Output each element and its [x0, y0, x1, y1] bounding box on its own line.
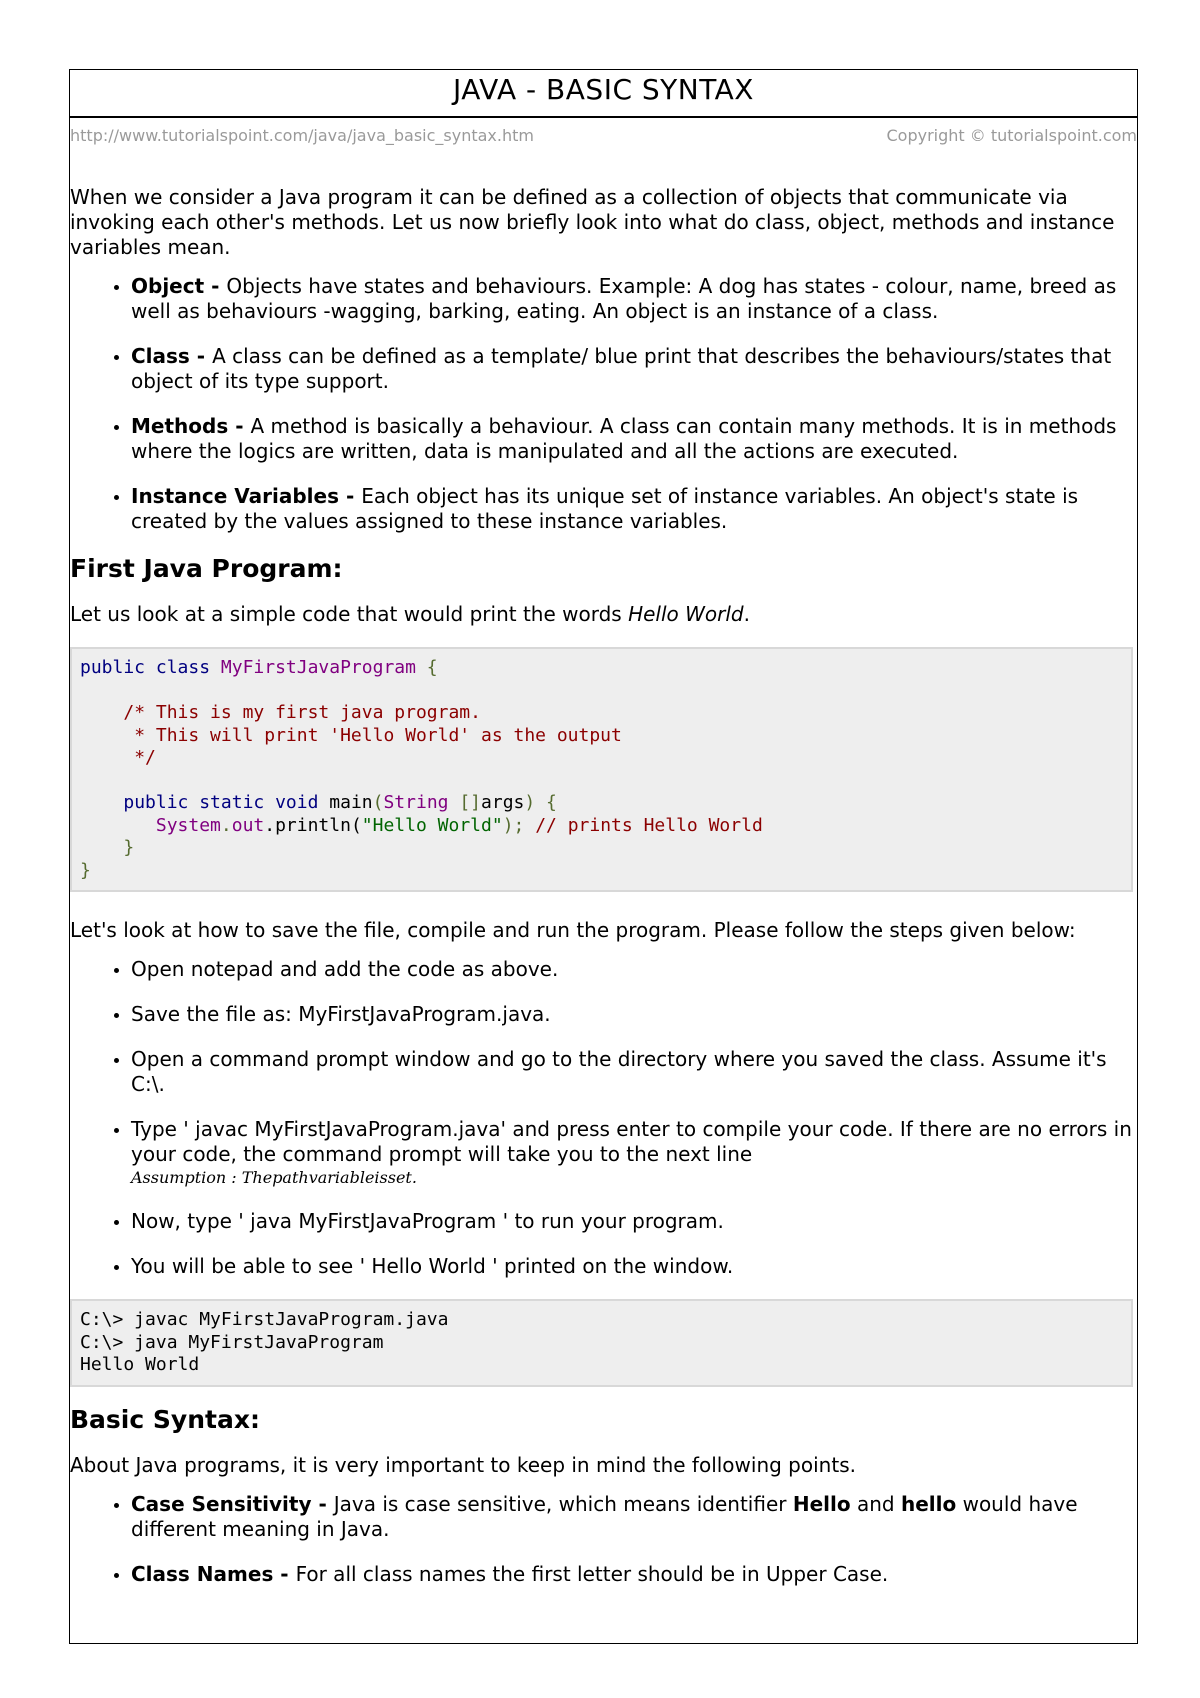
console-line: C:\> java MyFirstJavaProgram: [80, 1331, 384, 1353]
code-punct: ) {: [524, 792, 557, 813]
code-punct: {: [415, 657, 438, 678]
console-line: Hello World: [80, 1354, 200, 1375]
term-label: Class -: [131, 344, 213, 368]
code-comment: /* This is my first java program.: [123, 702, 481, 723]
list-item: • Save the file as: MyFirstJavaProgram.java.: [131, 1002, 1137, 1027]
copyright-notice: Copyright © tutorialspoint.com: [886, 126, 1137, 145]
code-keyword: public static void: [123, 792, 330, 813]
term-label: Case Sensitivity -: [131, 1491, 334, 1516]
list-item: [131, 1562, 1137, 1587]
console-output-block: [70, 1299, 1133, 1387]
code-call: .println(: [264, 814, 362, 836]
code-punct: }: [80, 859, 91, 881]
code-method: main: [329, 792, 373, 813]
term-text: Each object has its unique set of instance variables. An object's state is created by the values assigned to these instance variables.: [131, 484, 1079, 533]
page-title: JAVA - BASIC SYNTAX: [70, 70, 1137, 118]
list-item: [131, 344, 1137, 394]
list-item: • Now, type ' java MyFirstJavaProgram ' to run your program.: [131, 1209, 1137, 1234]
code-punct: .: [220, 814, 232, 836]
code-type: String: [383, 792, 449, 813]
assumption-note: Assumption : Thepathvariableisset.: [131, 1168, 417, 1187]
source-row: [70, 118, 1137, 148]
term-text: A method is basically a behaviour. A class can contain many methods. It is in methods where the logics are written, data is manipulated and all the actions are executed.: [131, 414, 1117, 463]
term-text: For all class names the first letter should be in Upper Case.: [295, 1561, 889, 1586]
list-item: [131, 1492, 1137, 1542]
step-text: Type ' javac MyFirstJavaProgram.java' and press enter to compile your code. If there are no errors in your code, the command prompt will take you to the next line: [131, 1117, 1132, 1166]
term-label: Class Names -: [131, 1561, 296, 1586]
term-bold: hello: [900, 1491, 957, 1516]
code-class-name: System: [155, 814, 221, 836]
list-item: [131, 484, 1137, 534]
list-item: [131, 414, 1137, 464]
term-text: Objects have states and behaviours. Example: A dog has states - colour, name, breed as well as behaviours -wagging, barking, eating. An object is an instance of a class.: [131, 274, 1117, 323]
term-text: would have different meaning in Java.: [131, 1491, 1078, 1541]
section-heading-basic-syntax: Basic Syntax:: [70, 1404, 260, 1434]
source-url[interactable]: http://www.tutorialspoint.com/java/java_basic_syntax.htm: [70, 126, 534, 145]
code-keyword: public class: [80, 657, 221, 678]
page-frame: [69, 69, 1138, 1644]
lead-text: Let us look at a simple code that would print the words: [70, 602, 629, 626]
list-item: • Open a command prompt window and go to the directory where you saved the class. Assume it's C:\.: [131, 1047, 1137, 1097]
code-punct: []: [448, 792, 482, 813]
code-comment: */: [123, 747, 156, 768]
term-text: and: [850, 1491, 901, 1516]
code-punct: (: [372, 792, 384, 813]
article-body: [70, 185, 1137, 1587]
code-block-java: [70, 647, 1133, 892]
code-class-name: MyFirstJavaProgram: [220, 657, 416, 678]
code-punct: );: [502, 814, 536, 836]
term-text: A class can be defined as a template/ blue print that describes the behaviours/states that object of its type support.: [131, 344, 1112, 393]
steps-list: [70, 957, 1137, 1279]
list-item: [131, 274, 1137, 324]
list-item: [131, 1117, 1137, 1189]
code-punct: }: [123, 837, 135, 858]
term-bold: Hello: [792, 1491, 851, 1516]
list-item: • Open notepad and add the code as above.: [131, 957, 1137, 982]
lead-emphasis: Hello World: [628, 602, 744, 626]
code-field: out: [231, 814, 265, 836]
code-comment: // prints Hello World: [535, 814, 763, 836]
run-intro-paragraph: Let's look at how to save the file, compile and run the program. Please follow the steps given below:: [70, 918, 1076, 942]
syntax-points-list: [70, 1492, 1137, 1587]
definitions-list: [70, 274, 1137, 534]
lead-end: .: [743, 602, 750, 626]
basic-syntax-lead: About Java programs, it is very important to keep in mind the following points.: [70, 1452, 856, 1477]
intro-paragraph: When we consider a Java program it can be defined as a collection of objects that communicate via invoking each other's methods. Let us now briefly look into what do class, object, methods and instance variables mean.: [70, 185, 1115, 259]
term-label: Object -: [131, 274, 227, 298]
term-label: Methods -: [131, 414, 251, 438]
first-program-lead: [70, 602, 1137, 627]
section-heading-first-program: First Java Program:: [70, 554, 343, 583]
console-line: C:\> javac MyFirstJavaProgram.java: [80, 1309, 449, 1330]
code-comment: * This will print 'Hello World' as the output: [123, 724, 622, 746]
term-text: Java is case sensitive, which means identifier: [333, 1491, 793, 1516]
list-item: • You will be able to see ' Hello World ' printed on the window.: [131, 1254, 1137, 1279]
term-label: Instance Variables -: [131, 484, 362, 508]
code-arg: args: [481, 792, 525, 813]
code-string: "Hello World": [361, 814, 503, 836]
